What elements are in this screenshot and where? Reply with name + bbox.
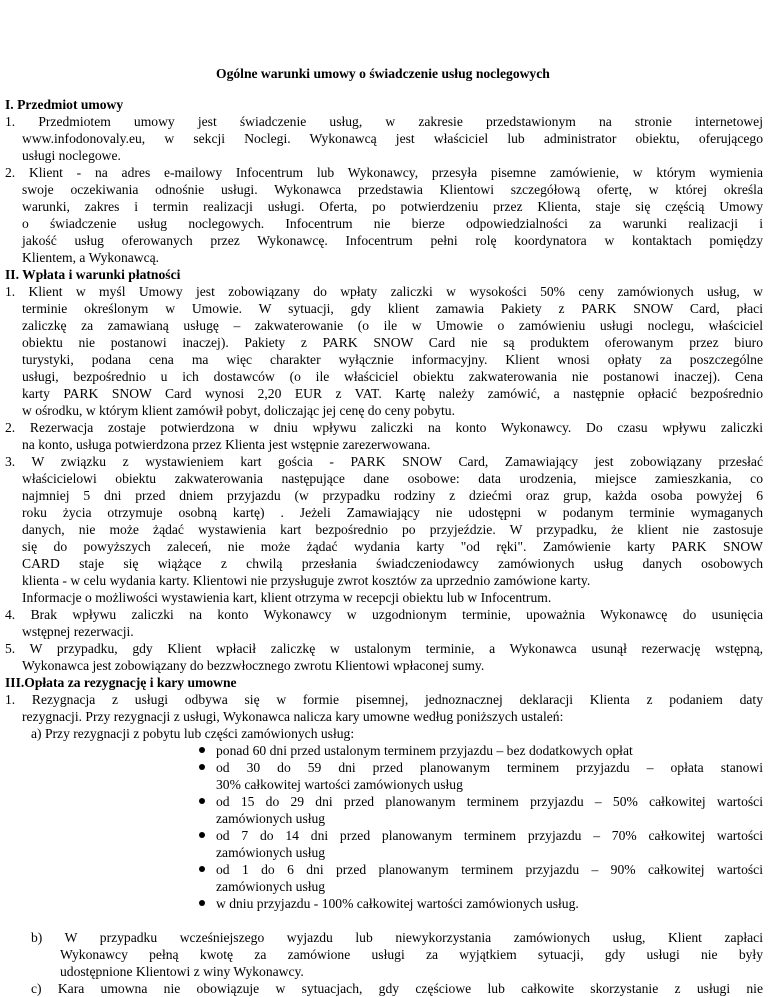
paragraph-line: warunki, zakres i termin realizacji usługi. Oferta, po potwierdzeniu przez Klienta, staje się częścią Umowy — [22, 199, 763, 214]
bullet-icon — [199, 798, 205, 804]
paragraph-line: 4. Brak wpływu zaliczki na konto Wykonawcy w uzgodnionym terminie, upoważnia Wykonawcę do usunięcia — [5, 607, 763, 622]
paragraph-line: zaliczkę za zamawianą usługę – zakwaterowanie (o ile w Umowie o zamówieniu usługi noclegu, właściciel — [22, 318, 763, 333]
paragraph-line: usługi, bezpośrednio u ich dostawców (o ile właściciel obiektu zakwaterowania nie postanowi inaczej). Cena — [22, 369, 763, 384]
paragraph-line: turystyki, podana cena ma więc charakter wyłącznie informacyjny. Klient wnosi opłaty za poszczególne — [22, 352, 763, 367]
bullet-icon — [199, 900, 205, 906]
paragraph-line: o świadczenie usług noclegowych. Infocentrum nie bierze odpowiedzialności za warunki realizacji i — [22, 216, 763, 231]
bullet-item: w dniu przyjazdu - 100% całkowitej wartości zamówionych usług. — [216, 896, 579, 911]
paragraph-line: Informacje o możliwości wystawienia kart, klient otrzyma w recepcji obiektu lub w Infocentrum. — [22, 590, 552, 605]
bullet-item: od 7 do 14 dni przed planowanym terminem przyjazdu – 70% całkowitej wartości — [216, 828, 763, 843]
paragraph-line: 5. W przypadku, gdy Klient wpłacił zaliczkę w ustalonym terminie, a Wykonawca usunął rezerwację wstępną, — [5, 641, 763, 656]
bullet-item: 30% całkowitej wartości zamówionych usług — [216, 777, 463, 792]
paragraph-line: klienta - w celu wydania karty. Klientowi nie przysługuje zwrot kosztów za uprzednio zamówione karty. — [22, 573, 591, 588]
paragraph-line: Wykonawcy pełną kwotę za zamówione usługi za wyjątkiem sytuacji, gdy usługi nie były — [60, 947, 763, 962]
paragraph-line: www.infodonovaly.eu, w sekcji Noclegi. Wykonawcą jest właściciel lub administrator obiektu, oferującego — [22, 131, 763, 146]
paragraph-line: 1. Przedmiotem umowy jest świadczenie usług, w zakresie przedstawionym na stronie internetowej — [5, 114, 763, 129]
paragraph-line: na konto, usługa potwierdzona przez Klienta jest wstępnie zarezerwowana. — [22, 437, 431, 452]
list-item-c: c) Kara umowna nie obowiązuje w sytuacjach, gdy częściowe lub całkowite skorzystanie z usługi nie — [31, 981, 763, 996]
paragraph-line: wstępnej rezerwacji. — [22, 624, 134, 639]
paragraph-line: 3. W związku z wystawieniem kart gościa - PARK SNOW Card, Zamawiający jest zobowiązany przesłać — [5, 454, 763, 469]
paragraph-line: 2. Rezerwacja zostaje potwierdzona w dniu wpływu zaliczki na konto Wykonawcy. Do czasu wpływu zaliczki — [5, 420, 763, 435]
paragraph-line: karty PARK SNOW Card wynosi 2,20 EUR z VAT. Kartę należy zamówić, a następnie opłacić bezpośrednio — [22, 386, 763, 401]
bullet-icon — [199, 747, 205, 753]
section-heading: II. Wpłata i warunki płatności — [5, 267, 181, 282]
bullet-item: zamówionych usług — [216, 845, 326, 860]
bullet-item: ponad 60 dni przed ustalonym terminem przyjazdu – bez dodatkowych opłat — [216, 743, 633, 758]
bullet-icon — [199, 764, 205, 770]
paragraph-line: 2. Klient - na adres e-mailowy Infocentrum lub Wykonawcy, przesyła pisemne zamówienie, w którym wymienia — [5, 165, 763, 180]
bullet-icon — [199, 832, 205, 838]
paragraph-line: roku życia otrzymuje osobną kartę) . Jeżeli Zamawiający nie udostępni w podanym terminie wymaganych — [22, 505, 763, 520]
list-item-b: b) W przypadku wcześniejszego wyjazdu lub niewykorzystania zamówionych usług, Klient zapłaci — [31, 930, 763, 945]
document-title: Ogólne warunki umowy o świadczenie usług noclegowych — [216, 66, 550, 81]
paragraph-line: terminie określonym w Umowie. W sytuacji, gdy klient zamawia Pakiety z PARK SNOW Card, płaci — [22, 301, 763, 316]
paragraph-line: danych, nie może żądać wystawienia kart bezpośrednio po przyjeździe. W przypadku, że klient nie zastosuje — [22, 522, 763, 537]
paragraph-line: obiektu nie postanowi inaczej). Pakiety z PARK SNOW Card nie są produktem oferowanym przez biuro — [22, 335, 763, 350]
section-heading: I. Przedmiot umowy — [5, 97, 124, 112]
paragraph-line: 1. Rezygnacja z usługi odbywa się w formie pisemnej, jednoznacznej deklaracji Klienta z podaniem daty — [5, 692, 763, 707]
paragraph-line: Wykonawca jest zobowiązany do bezzwłocznego zwrotu Klientowi wpłaconej sumy. — [22, 658, 485, 673]
paragraph-line: w ośrodku, w którym klient zamówił pobyt, doliczając jej cenę do ceny pobytu. — [22, 403, 456, 418]
list-item-a: a) Przy rezygnacji z pobytu lub części zamówionych usług: — [31, 726, 355, 741]
paragraph-line: udostępnione Klientowi z winy Wykonawcy. — [60, 964, 304, 979]
bullet-item: zamówionych usług — [216, 879, 326, 894]
paragraph-line: 1. Klient w myśl Umowy jest zobowiązany do wpłaty zaliczki w wysokości 50% ceny zamówionych usług, w — [5, 284, 763, 299]
paragraph-line: najmniej 5 dni przed dniem przyjazdu (w przypadku rodziny z dziećmi oraz grup, każda osoba powyżej 6 — [22, 488, 763, 503]
section-heading: III.Opłata za rezygnację i kary umowne — [5, 675, 237, 690]
paragraph-line: się do powyższych zaleceń, nie może żądać wydania karty "od ręki". Zamówienie karty PARK SNOW — [22, 539, 763, 554]
paragraph-line: Klientem, a Wykonawcą. — [22, 250, 160, 265]
bullet-icon — [199, 866, 205, 872]
paragraph-line: usługi noclegowe. — [22, 148, 121, 163]
bullet-item: od 1 do 6 dni przed planowanym terminem przyjazdu – 90% całkowitej wartości — [216, 862, 763, 877]
bullet-item: od 15 do 29 dni przed planowanym terminem przyjazdu – 50% całkowitej wartości — [216, 794, 763, 809]
paragraph-line: jakość usług oferowanych przez Wykonawcę. Infocentrum pełni rolę koordynatora w kontaktach pomiędzy — [22, 233, 763, 248]
paragraph-line: swoje oczekiwania odnośnie usługi. Wykonawca przedstawia Klientowi szczegółową ofertę, w której określa — [22, 182, 763, 197]
paragraph-line: CARD staje się wiążące z chwilą przesłania świadczeniodawcy zamówionych usług danych osobowych — [22, 556, 763, 571]
paragraph-line: rezygnacji. Przy rezygnacji z usługi, Wykonawca nalicza kary umowne według poniższych ustaleń: — [22, 709, 564, 724]
paragraph-line: właścicielowi obiektu zakwaterowania następujące dane osobowe: data urodzenia, miejsce zamieszkania, co — [22, 471, 763, 486]
bullet-item: od 30 do 59 dni przed planowanym terminem przyjazdu – opłata stanowi — [216, 760, 763, 775]
bullet-item: zamówionych usług — [216, 811, 326, 826]
